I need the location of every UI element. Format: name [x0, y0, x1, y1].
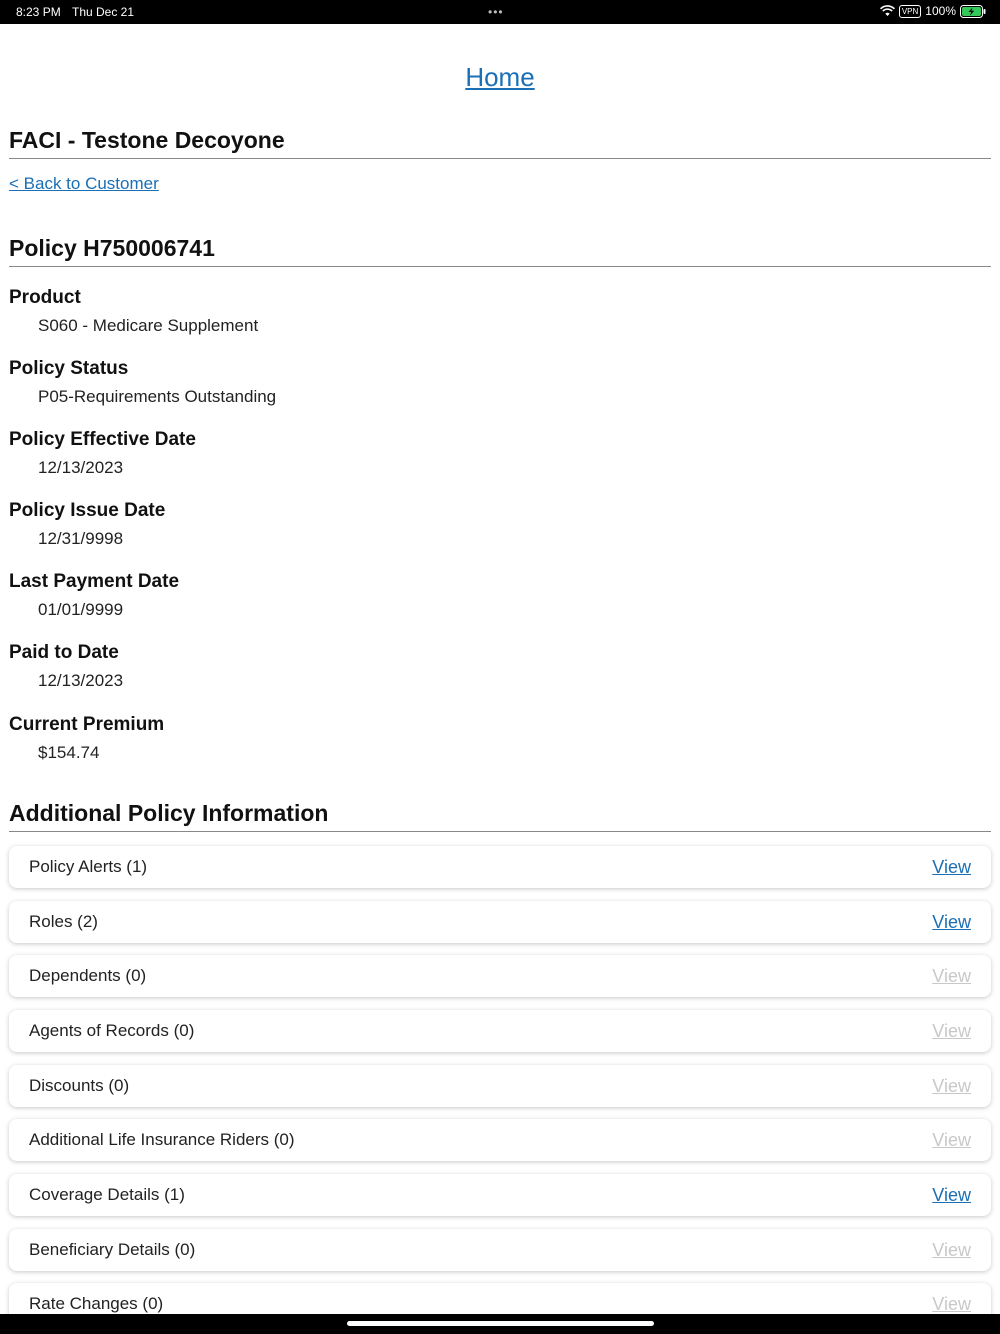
roles-row: [9, 901, 991, 943]
view-beneficiary-link: View: [932, 1239, 971, 1260]
view-roles-link[interactable]: View: [932, 911, 971, 932]
home-link[interactable]: Home: [465, 62, 535, 92]
field-value: 12/13/2023: [38, 458, 124, 477]
battery-percentage: 100%: [925, 4, 956, 18]
last-payment-date-field: [9, 571, 709, 620]
life-insurance-riders-row: [9, 1119, 991, 1161]
coverage-details-row: [9, 1174, 991, 1216]
field-label: Product: [9, 287, 81, 308]
wifi-icon: [880, 5, 895, 17]
field-value: 12/31/9998: [38, 529, 124, 548]
view-riders-link: View: [932, 1129, 971, 1150]
field-value: $154.74: [38, 743, 100, 762]
beneficiary-details-row: [9, 1229, 991, 1271]
row-label: Additional Life Insurance Riders (0): [29, 1130, 295, 1149]
battery-charging-icon: [960, 5, 986, 18]
discounts-row: [9, 1065, 991, 1107]
field-value: P05-Requirements Outstanding: [38, 387, 277, 406]
field-label: Policy Issue Date: [9, 500, 166, 521]
view-dependents-link: View: [932, 965, 971, 986]
product-field: [9, 287, 709, 336]
status-time: 8:23 PM: [16, 5, 61, 19]
row-label: Roles (2): [29, 912, 98, 931]
field-value: 01/01/9999: [38, 600, 124, 619]
view-discounts-link: View: [932, 1075, 971, 1096]
view-coverage-details-link[interactable]: View: [932, 1184, 971, 1205]
additional-info-title: Additional Policy Information: [9, 800, 991, 832]
field-label: Current Premium: [9, 714, 165, 735]
row-label: Coverage Details (1): [29, 1185, 185, 1204]
current-premium-field: [9, 714, 709, 763]
field-label: Policy Effective Date: [9, 429, 196, 450]
row-label: Policy Alerts (1): [29, 857, 148, 876]
field-value: S060 - Medicare Supplement: [38, 316, 259, 335]
row-label: Discounts (0): [29, 1076, 130, 1095]
bottom-bar: [0, 1314, 1000, 1334]
status-date: Thu Dec 21: [72, 5, 135, 19]
policy-status-field: [9, 358, 709, 407]
home-nav: [0, 62, 1000, 93]
policy-effective-date-field: [9, 429, 709, 478]
field-value: 12/13/2023: [38, 671, 124, 690]
agents-of-records-row: [9, 1010, 991, 1052]
field-label: Last Payment Date: [9, 571, 180, 592]
field-label: Paid to Date: [9, 642, 119, 663]
view-rate-changes-link: View: [932, 1293, 971, 1314]
status-bar: [0, 0, 1000, 24]
policy-title: Policy H750006741: [9, 235, 991, 267]
dependents-row: [9, 955, 991, 997]
policy-issue-date-field: [9, 500, 709, 549]
row-label: Agents of Records (0): [29, 1021, 195, 1040]
field-label: Policy Status: [9, 358, 129, 379]
vpn-badge: VPN: [899, 5, 921, 18]
back-to-customer-link[interactable]: < Back to Customer: [9, 174, 159, 193]
row-label: Rate Changes (0): [29, 1294, 164, 1313]
policy-alerts-row: [9, 846, 991, 888]
view-policy-alerts-link[interactable]: View: [932, 856, 971, 877]
customer-title: FACI - Testone Decoyone: [9, 127, 991, 159]
multitasking-dots-icon[interactable]: •••: [488, 5, 504, 19]
view-agents-link: View: [932, 1020, 971, 1041]
paid-to-date-field: [9, 642, 709, 691]
row-label: Dependents (0): [29, 966, 147, 985]
home-indicator[interactable]: [347, 1321, 654, 1326]
row-label: Beneficiary Details (0): [29, 1240, 196, 1259]
